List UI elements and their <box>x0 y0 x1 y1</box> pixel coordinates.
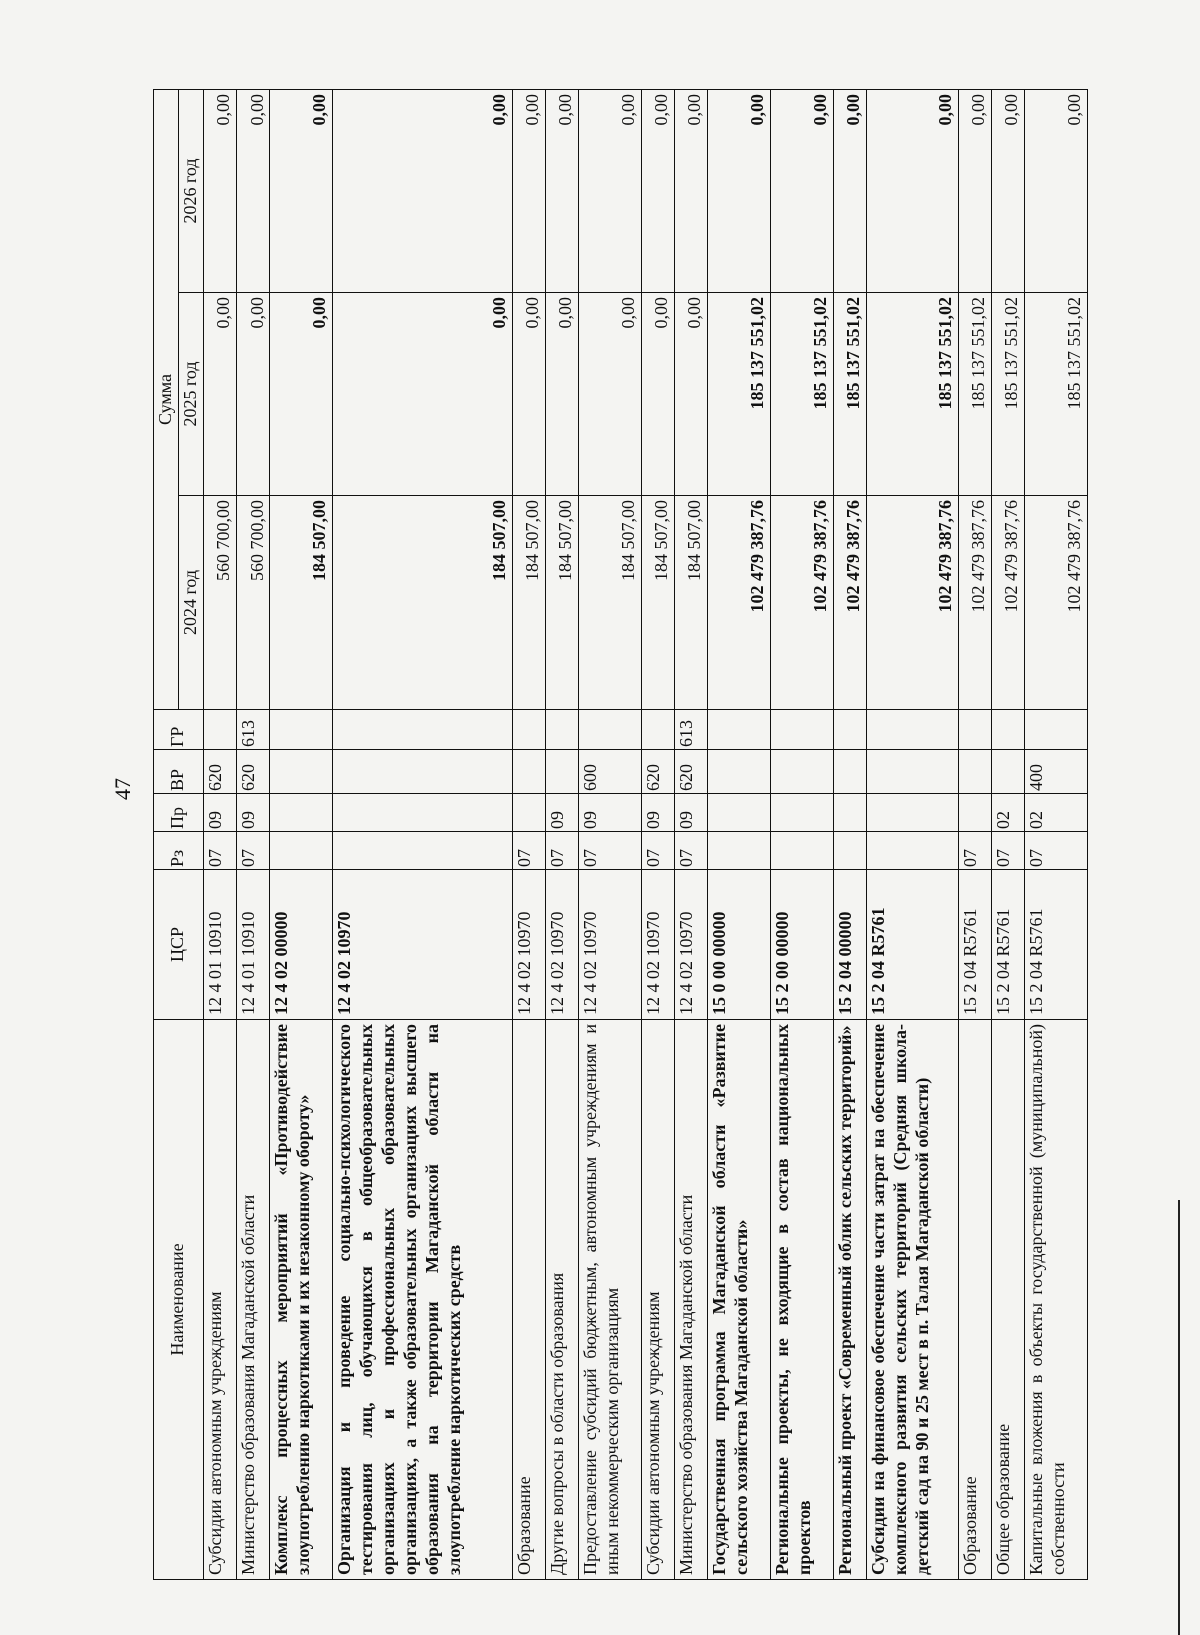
cell-y2024: 102 479 387,76 <box>833 496 866 710</box>
cell-vr <box>333 750 513 794</box>
cell-pr: 09 <box>237 794 270 832</box>
cell-name: Образование <box>512 1020 545 1580</box>
cell-vr <box>708 750 771 794</box>
cell-rz: 07 <box>641 832 674 870</box>
cell-vr: 600 <box>579 750 642 794</box>
cell-y2024: 102 479 387,76 <box>1025 496 1088 710</box>
table-row <box>237 89 270 1579</box>
cell-rz: 07 <box>203 832 236 870</box>
cell-rz: 07 <box>237 832 270 870</box>
cell-csr: 12 4 02 00000 <box>270 870 333 1020</box>
table-row <box>579 89 642 1579</box>
header-vr: ВР <box>154 750 204 794</box>
cell-vr: 400 <box>1025 750 1088 794</box>
cell-y2024: 102 479 387,76 <box>991 496 1024 710</box>
cell-y2025: 0,00 <box>270 293 333 496</box>
cell-pr <box>512 794 545 832</box>
table-row <box>866 89 958 1579</box>
cell-name: Субсидии на финансовое обеспечение части затрат на обеспечение комплексного развития сельских территорий (Средняя школа-детский сад на 90 и 25 мест в п. Талая Магаданской области) <box>866 1020 958 1580</box>
cell-gr <box>512 710 545 750</box>
cell-gr <box>771 710 834 750</box>
cell-csr: 12 4 02 10970 <box>675 870 708 1020</box>
cell-y2024: 184 507,00 <box>512 496 545 710</box>
table-row <box>641 89 674 1579</box>
cell-y2024: 102 479 387,76 <box>708 496 771 710</box>
cell-rz <box>333 832 513 870</box>
cell-y2026: 0,00 <box>237 89 270 292</box>
cell-y2025: 185 137 551,02 <box>991 293 1024 496</box>
cell-y2024: 560 700,00 <box>237 496 270 710</box>
cell-y2026: 0,00 <box>333 89 513 292</box>
cell-gr <box>866 710 958 750</box>
cell-y2024: 184 507,00 <box>641 496 674 710</box>
cell-pr: 09 <box>675 794 708 832</box>
header-pr: Пр <box>154 794 204 832</box>
cell-csr: 12 4 02 10970 <box>333 870 513 1020</box>
cell-name: Образование <box>958 1020 991 1580</box>
cell-gr <box>333 710 513 750</box>
cell-pr <box>866 794 958 832</box>
table-row <box>203 89 236 1579</box>
cell-y2025: 0,00 <box>675 293 708 496</box>
cell-pr: 09 <box>641 794 674 832</box>
cell-csr: 12 4 01 10910 <box>237 870 270 1020</box>
cell-vr: 620 <box>237 750 270 794</box>
cell-rz: 07 <box>512 832 545 870</box>
cell-y2026: 0,00 <box>866 89 958 292</box>
cell-name: Министерство образования Магаданской области <box>675 1020 708 1580</box>
cell-y2026: 0,00 <box>641 89 674 292</box>
cell-rz: 07 <box>546 832 579 870</box>
cell-y2024: 184 507,00 <box>270 496 333 710</box>
cell-y2025: 0,00 <box>546 293 579 496</box>
cell-gr: 613 <box>237 710 270 750</box>
cell-y2026: 0,00 <box>512 89 545 292</box>
cell-name: Региональный проект «Современный облик сельских территорий» <box>833 1020 866 1580</box>
cell-rz <box>866 832 958 870</box>
cell-y2024: 184 507,00 <box>333 496 513 710</box>
table-row <box>708 89 771 1579</box>
cell-y2025: 0,00 <box>579 293 642 496</box>
cell-y2026: 0,00 <box>991 89 1024 292</box>
cell-y2026: 0,00 <box>579 89 642 292</box>
cell-csr: 12 4 01 10910 <box>203 870 236 1020</box>
table-row <box>333 89 513 1579</box>
cell-rz: 07 <box>675 832 708 870</box>
table-row <box>1025 89 1088 1579</box>
cell-name: Государственная программа Магаданской области «Развитие сельского хозяйства Магаданской области» <box>708 1020 771 1580</box>
cell-gr <box>833 710 866 750</box>
table-row <box>991 89 1024 1579</box>
cell-rz <box>270 832 333 870</box>
cell-vr <box>270 750 333 794</box>
cell-rz <box>708 832 771 870</box>
cell-gr <box>991 710 1024 750</box>
cell-vr: 620 <box>203 750 236 794</box>
cell-name: Министерство образования Магаданской области <box>237 1020 270 1580</box>
cell-csr: 12 4 02 10970 <box>641 870 674 1020</box>
cell-y2026: 0,00 <box>708 89 771 292</box>
table-row <box>270 89 333 1579</box>
cell-pr <box>771 794 834 832</box>
cell-y2024: 102 479 387,76 <box>958 496 991 710</box>
cell-pr: 09 <box>579 794 642 832</box>
cell-y2025: 0,00 <box>237 293 270 496</box>
table-row <box>546 89 579 1579</box>
cell-csr: 12 4 02 10970 <box>512 870 545 1020</box>
cell-csr: 15 2 04 R5761 <box>991 870 1024 1020</box>
cell-rz: 07 <box>991 832 1024 870</box>
table-row <box>958 89 991 1579</box>
cell-gr <box>203 710 236 750</box>
cell-rz: 07 <box>958 832 991 870</box>
cell-name: Субсидии автономным учреждениям <box>641 1020 674 1580</box>
cell-y2026: 0,00 <box>1025 89 1088 292</box>
cell-name: Региональные проекты, не входящие в состав национальных проектов <box>771 1020 834 1580</box>
cell-y2026: 0,00 <box>546 89 579 292</box>
cell-vr: 620 <box>641 750 674 794</box>
cell-pr <box>958 794 991 832</box>
cell-csr: 15 2 04 R5761 <box>958 870 991 1020</box>
header-rz: Рз <box>154 832 204 870</box>
cell-y2026: 0,00 <box>675 89 708 292</box>
cell-name: Субсидии автономным учреждениям <box>203 1020 236 1580</box>
cell-pr: 02 <box>991 794 1024 832</box>
cell-csr: 15 0 00 00000 <box>708 870 771 1020</box>
cell-csr: 15 2 04 R5761 <box>866 870 958 1020</box>
cell-vr <box>991 750 1024 794</box>
cell-y2024: 102 479 387,76 <box>771 496 834 710</box>
cell-y2025: 185 137 551,02 <box>708 293 771 496</box>
cell-name: Общее образование <box>991 1020 1024 1580</box>
cell-y2025: 185 137 551,02 <box>958 293 991 496</box>
cell-vr <box>771 750 834 794</box>
cell-vr <box>866 750 958 794</box>
cell-pr <box>333 794 513 832</box>
table-row <box>771 89 834 1579</box>
cell-gr <box>579 710 642 750</box>
cell-y2024: 102 479 387,76 <box>866 496 958 710</box>
cell-pr <box>708 794 771 832</box>
cell-rz: 07 <box>579 832 642 870</box>
cell-gr <box>641 710 674 750</box>
cell-gr <box>546 710 579 750</box>
cell-y2025: 185 137 551,02 <box>771 293 834 496</box>
cell-y2026: 0,00 <box>958 89 991 292</box>
cell-y2026: 0,00 <box>771 89 834 292</box>
cell-name: Комплекс процессных мероприятий «Противодействие злоупотреблению наркотиками и их незаконному обороту» <box>270 1020 333 1580</box>
cell-y2025: 185 137 551,02 <box>1025 293 1088 496</box>
cell-name: Капитальные вложения в объекты государственной (муниципальной) собственности <box>1025 1020 1088 1580</box>
table-row <box>675 89 708 1579</box>
cell-y2025: 185 137 551,02 <box>866 293 958 496</box>
cell-rz <box>771 832 834 870</box>
cell-gr <box>708 710 771 750</box>
cell-pr <box>833 794 866 832</box>
table-row <box>833 89 866 1579</box>
cell-name: Предоставление субсидий бюджетным, автономным учреждениям и иным некоммерческим организациям <box>579 1020 642 1580</box>
cell-csr: 15 2 00 00000 <box>771 870 834 1020</box>
cell-y2024: 184 507,00 <box>579 496 642 710</box>
cell-y2026: 0,00 <box>203 89 236 292</box>
cell-name: Организация и проведение социально-психологического тестирования лиц, обучающихся в общеобразовательных организациях и профессиональных образовательных организациях, а также образовательных организациях высшего образования на территории Магаданской области на злоупотребление наркотических средств <box>333 1020 513 1580</box>
budget-table <box>153 89 1088 1580</box>
table-row <box>512 89 545 1579</box>
cell-y2024: 184 507,00 <box>546 496 579 710</box>
cell-pr: 09 <box>203 794 236 832</box>
cell-y2025: 0,00 <box>641 293 674 496</box>
cell-y2025: 185 137 551,02 <box>833 293 866 496</box>
cell-gr: 613 <box>675 710 708 750</box>
cell-y2026: 0,00 <box>270 89 333 292</box>
cell-y2025: 0,00 <box>203 293 236 496</box>
cell-y2024: 560 700,00 <box>203 496 236 710</box>
cell-pr: 09 <box>546 794 579 832</box>
header-csr: ЦСР <box>154 870 204 1020</box>
header-2024: 2024 год <box>178 496 203 710</box>
cell-vr <box>512 750 545 794</box>
cell-csr: 12 4 02 10970 <box>579 870 642 1020</box>
header-gr: ГР <box>154 710 204 750</box>
cell-vr <box>833 750 866 794</box>
cell-csr: 12 4 02 10970 <box>546 870 579 1020</box>
cell-rz: 07 <box>1025 832 1088 870</box>
header-2026: 2026 год <box>178 89 203 292</box>
cell-y2024: 184 507,00 <box>675 496 708 710</box>
cell-pr: 02 <box>1025 794 1088 832</box>
header-name: Наименование <box>154 1020 204 1580</box>
header-2025: 2025 год <box>178 293 203 496</box>
table-body <box>203 89 1087 1579</box>
budget-table-wrapper <box>153 90 1088 1580</box>
cell-vr: 620 <box>675 750 708 794</box>
cell-y2025: 0,00 <box>512 293 545 496</box>
cell-pr <box>270 794 333 832</box>
page-number: 47 <box>110 778 135 800</box>
cell-gr <box>270 710 333 750</box>
header-sum: Сумма <box>154 89 179 709</box>
cell-vr <box>546 750 579 794</box>
cell-y2026: 0,00 <box>833 89 866 292</box>
cell-csr: 15 2 04 R5761 <box>1025 870 1088 1020</box>
cell-rz <box>833 832 866 870</box>
cell-y2025: 0,00 <box>333 293 513 496</box>
cell-name: Другие вопросы в области образования <box>546 1020 579 1580</box>
cell-csr: 15 2 04 00000 <box>833 870 866 1020</box>
cell-vr <box>958 750 991 794</box>
cell-gr <box>1025 710 1088 750</box>
scan-edge-line <box>1178 1200 1180 1635</box>
cell-gr <box>958 710 991 750</box>
